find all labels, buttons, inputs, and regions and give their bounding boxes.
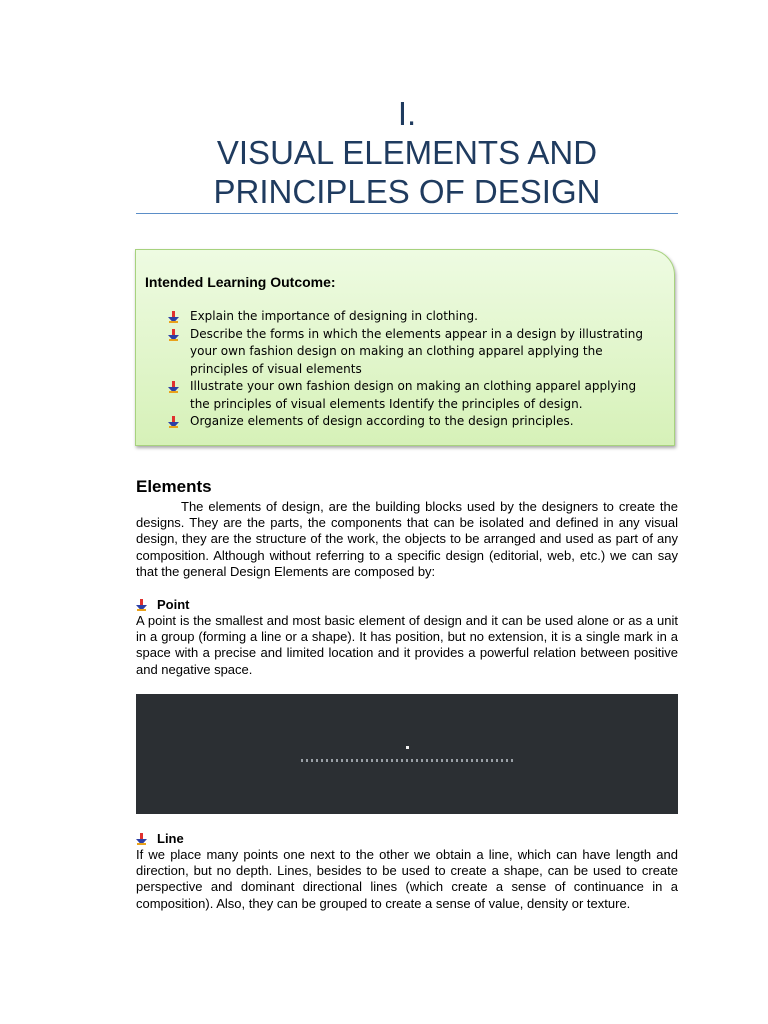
bullet-arrow-icon <box>168 329 179 341</box>
list-item: Illustrate your own fashion design on making an clothing apparel applying the principles of visual elements Identify the principles of design. <box>168 378 658 413</box>
learning-outcome-title: Intended Learning Outcome: <box>145 274 336 290</box>
elements-heading: Elements <box>136 477 212 496</box>
list-item: Explain the importance of designing in clothing. <box>168 308 658 326</box>
point-illustration <box>136 694 678 814</box>
dotted-line-mark <box>301 759 516 762</box>
line-paragraph: If we place many points one next to the other we obtain a line, which can have length and direction, but no depth. Lines, besides to be used to create a shape, can be used to create perspective and dominant directional lines (which create a sense of continuance in a composition). Also, they can be grouped to create a sense of value, density or texture. <box>136 847 678 911</box>
chapter-title-line-2: PRINCIPLES OF DESIGN <box>213 173 601 210</box>
bullet-arrow-icon <box>168 381 179 393</box>
single-point-mark <box>406 746 409 749</box>
line-heading: Line <box>136 831 184 846</box>
bullet-arrow-icon <box>136 599 147 611</box>
learning-outcome-box <box>135 249 675 446</box>
chapter-title <box>136 94 678 211</box>
elements-intro-paragraph: The elements of design, are the building blocks used by the designers to create the designs. They are the parts, the components that can be isolated and defined in any visual design, they are the structure of the work, the objects to be arranged and used as part of any composition. Although without referring to a specific design (editorial, web, etc.) we can say that the general Design Elements are composed by: <box>136 499 678 579</box>
title-divider <box>136 213 678 214</box>
chapter-number: I. <box>397 95 417 132</box>
list-item: Describe the forms in which the elements appear in a design by illustrating your own fashion design on making an clothing apparel applying the principles of visual elements <box>168 326 658 379</box>
bullet-arrow-icon <box>136 833 147 845</box>
chapter-title-line-1: VISUAL ELEMENTS AND <box>216 134 598 171</box>
list-item: Organize elements of design according to the design principles. <box>168 413 658 431</box>
point-heading: Point <box>136 597 190 612</box>
bullet-arrow-icon <box>168 416 179 428</box>
learning-outcome-list <box>168 308 658 431</box>
bullet-arrow-icon <box>168 311 179 323</box>
point-paragraph: A point is the smallest and most basic element of design and it can be used alone or as a unit in a group (forming a line or a shape). It has position, but no extension, it is a single mark in a space with a precise and limited location and it provides a powerful relation between positive and negative space. <box>136 613 678 677</box>
